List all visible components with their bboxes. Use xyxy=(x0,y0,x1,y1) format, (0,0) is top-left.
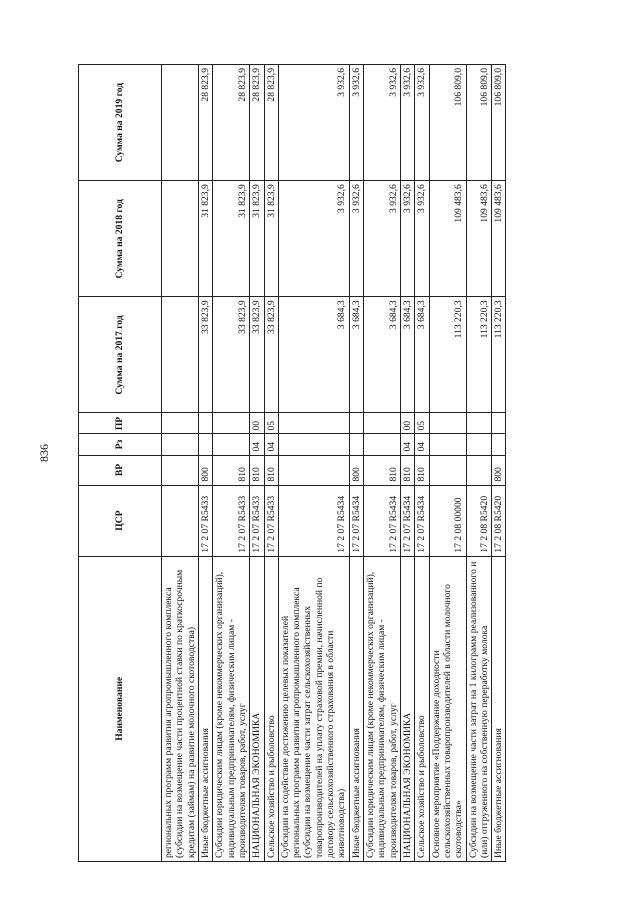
cell-sum-2019: 3 932,6 xyxy=(400,65,414,181)
table-row xyxy=(198,65,212,862)
cell-sum-2019: 3 932,6 xyxy=(278,65,349,181)
cell-pr xyxy=(364,413,401,434)
table-row xyxy=(415,65,429,862)
cell-sum-2018: 31 823,9 xyxy=(250,181,264,297)
cell-sum-2019: 106 809,0 xyxy=(492,65,506,181)
cell-sum-2018: 3 932,6 xyxy=(349,181,363,297)
header-rz: Рз xyxy=(79,434,162,455)
cell-sum-2019: 3 932,6 xyxy=(349,65,363,181)
cell-sum-2019: 28 823,9 xyxy=(213,65,250,181)
cell-rz xyxy=(364,434,401,455)
cell-sum-2017: 33 823,9 xyxy=(264,297,278,413)
cell-rz xyxy=(466,434,492,455)
cell-sum-2017 xyxy=(162,297,199,413)
cell-sum-2018: 3 932,6 xyxy=(400,181,414,297)
cell-sum-2018: 3 932,6 xyxy=(364,181,401,297)
cell-vr xyxy=(466,455,492,485)
cell-csr: 17 2 08 00000 xyxy=(429,485,466,556)
cell-sum-2018: 31 823,9 xyxy=(198,181,212,297)
cell-vr xyxy=(162,455,199,485)
table-row xyxy=(400,65,414,862)
cell-vr: 800 xyxy=(349,455,363,485)
header-vr: ВР xyxy=(79,455,162,485)
cell-sum-2019: 28 823,9 xyxy=(264,65,278,181)
cell-csr: 17 2 07 R5434 xyxy=(349,485,363,556)
table-row xyxy=(429,65,466,862)
cell-pr: 05 xyxy=(264,413,278,434)
cell-sum-2017: 3 684,3 xyxy=(400,297,414,413)
cell-pr xyxy=(466,413,492,434)
cell-pr: 00 xyxy=(250,413,264,434)
cell-name: Сельское хозяйство и рыболовство xyxy=(415,556,429,861)
table-row xyxy=(492,65,506,862)
cell-sum-2019: 28 823,9 xyxy=(198,65,212,181)
cell-csr: 17 2 08 R5420 xyxy=(466,485,492,556)
table-header-row xyxy=(79,65,162,862)
header-csr: ЦСР xyxy=(79,485,162,556)
cell-csr: 17 2 07 R5433 xyxy=(250,485,264,556)
cell-rz: 04 xyxy=(264,434,278,455)
cell-vr: 810 xyxy=(364,455,401,485)
cell-name: Иные бюджетные ассигнования xyxy=(198,556,212,861)
cell-rz xyxy=(492,434,506,455)
cell-sum-2019: 3 932,6 xyxy=(415,65,429,181)
cell-pr: 00 xyxy=(400,413,414,434)
cell-sum-2019: 28 823,9 xyxy=(250,65,264,181)
table-row xyxy=(349,65,363,862)
cell-rz xyxy=(213,434,250,455)
cell-name: Субсидии юридическим лицам (кроме некоммерческих организаций), индивидуальным предпринимателям, физическим лицам - производителям товаров, работ, услуг xyxy=(213,556,250,861)
header-sum-2017: Сумма на 2017 год xyxy=(79,297,162,413)
cell-rz: 04 xyxy=(250,434,264,455)
cell-name: Субсидии юридическим лицам (кроме некоммерческих организаций), индивидуальным предпринимателям, физическим лицам - производителям товаров, работ, услуг xyxy=(364,556,401,861)
cell-sum-2017: 113 220,3 xyxy=(492,297,506,413)
table-row xyxy=(162,65,199,862)
table-wrapper xyxy=(78,64,576,862)
cell-pr xyxy=(213,413,250,434)
cell-sum-2017: 33 823,9 xyxy=(213,297,250,413)
table-row xyxy=(264,65,278,862)
cell-csr xyxy=(162,485,199,556)
cell-sum-2018 xyxy=(162,181,199,297)
cell-rz: 04 xyxy=(415,434,429,455)
cell-rz xyxy=(278,434,349,455)
cell-csr: 17 2 07 R5433 xyxy=(264,485,278,556)
cell-sum-2018: 109 483,6 xyxy=(466,181,492,297)
cell-sum-2018: 3 932,6 xyxy=(278,181,349,297)
cell-sum-2018: 109 483,6 xyxy=(492,181,506,297)
cell-pr: 05 xyxy=(415,413,429,434)
cell-name: Субсидии на содействие достижению целевых показателей региональных программ развития агропромышленного комплекса (субсидии на возмещение части затрат сельскохозяйственных товаропроизводителей на уплату страховой премии, начисленной по договору сельскохозяйственного страхования в области животноводства) xyxy=(278,556,349,861)
cell-pr xyxy=(429,413,466,434)
cell-csr: 17 2 07 R5434 xyxy=(415,485,429,556)
cell-name: Сельское хозяйство и рыболовство xyxy=(264,556,278,861)
cell-vr: 810 xyxy=(264,455,278,485)
page-number: 836 xyxy=(37,444,51,462)
cell-rz xyxy=(349,434,363,455)
cell-sum-2017: 33 823,9 xyxy=(250,297,264,413)
cell-sum-2018: 31 823,9 xyxy=(264,181,278,297)
budget-table xyxy=(78,64,506,862)
header-pr: ПР xyxy=(79,413,162,434)
cell-pr xyxy=(162,413,199,434)
cell-csr: 17 2 07 R5433 xyxy=(198,485,212,556)
cell-vr xyxy=(278,455,349,485)
header-name: Наименование xyxy=(79,556,162,861)
cell-sum-2017: 33 823,9 xyxy=(198,297,212,413)
cell-sum-2017: 3 684,3 xyxy=(349,297,363,413)
cell-name: НАЦИОНАЛЬНАЯ ЭКОНОМИКА xyxy=(400,556,414,861)
cell-pr xyxy=(492,413,506,434)
cell-pr xyxy=(278,413,349,434)
cell-sum-2019 xyxy=(162,65,199,181)
cell-pr xyxy=(349,413,363,434)
cell-sum-2017: 3 684,3 xyxy=(364,297,401,413)
cell-rz xyxy=(198,434,212,455)
table-row xyxy=(213,65,250,862)
cell-sum-2019: 3 932,6 xyxy=(364,65,401,181)
cell-name: региональных программ развития агропромышленного комплекса (субсидии на возмещение части процентной ставки по краткосрочным кредитам (займам) на развитие молочного скотоводства) xyxy=(162,556,199,861)
cell-csr: 17 2 07 R5433 xyxy=(213,485,250,556)
rotated-table-area xyxy=(78,64,576,862)
cell-name: НАЦИОНАЛЬНАЯ ЭКОНОМИКА xyxy=(250,556,264,861)
cell-sum-2017: 3 684,3 xyxy=(278,297,349,413)
cell-csr: 17 2 08 R5420 xyxy=(492,485,506,556)
cell-sum-2018: 31 823,9 xyxy=(213,181,250,297)
cell-pr xyxy=(198,413,212,434)
table-row xyxy=(278,65,349,862)
cell-csr: 17 2 07 R5434 xyxy=(278,485,349,556)
cell-name: Иные бюджетные ассигнования xyxy=(492,556,506,861)
cell-sum-2017: 113 220,3 xyxy=(466,297,492,413)
cell-sum-2019: 106 809,0 xyxy=(466,65,492,181)
header-sum-2019: Сумма на 2019 год xyxy=(79,65,162,181)
header-sum-2018: Сумма на 2018 год xyxy=(79,181,162,297)
cell-name: Основное мероприятие «Поддержание доходности сельскохозяйственных товаропроизводителей в области молочного скотоводства» xyxy=(429,556,466,861)
cell-sum-2017: 3 684,3 xyxy=(415,297,429,413)
cell-sum-2018: 3 932,6 xyxy=(415,181,429,297)
cell-csr: 17 2 07 R5434 xyxy=(364,485,401,556)
cell-sum-2019: 106 809,0 xyxy=(429,65,466,181)
cell-name: Иные бюджетные ассигнования xyxy=(349,556,363,861)
table-row xyxy=(250,65,264,862)
cell-vr: 800 xyxy=(492,455,506,485)
cell-vr: 800 xyxy=(198,455,212,485)
table-row xyxy=(466,65,492,862)
cell-csr: 17 2 07 R5434 xyxy=(400,485,414,556)
cell-sum-2017: 113 220,3 xyxy=(429,297,466,413)
cell-vr: 810 xyxy=(250,455,264,485)
cell-rz: 04 xyxy=(400,434,414,455)
cell-vr xyxy=(429,455,466,485)
cell-rz xyxy=(429,434,466,455)
cell-vr: 810 xyxy=(213,455,250,485)
cell-vr: 810 xyxy=(415,455,429,485)
table-row xyxy=(364,65,401,862)
cell-name: Субсидии на возмещение части затрат на 1 килограмм реализованного и (или) отгруженного на собственную переработку молока xyxy=(466,556,492,861)
table-body xyxy=(162,65,506,862)
cell-rz xyxy=(162,434,199,455)
cell-vr: 810 xyxy=(400,455,414,485)
cell-sum-2018: 109 483,6 xyxy=(429,181,466,297)
